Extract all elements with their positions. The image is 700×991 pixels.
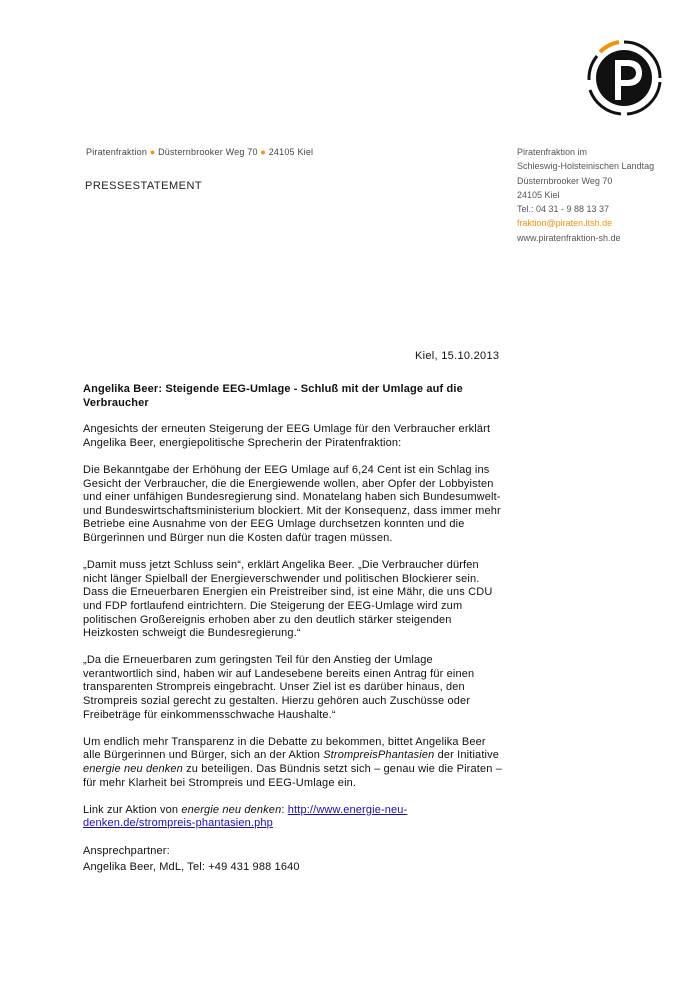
address-block [517, 145, 654, 245]
email-link[interactable]: fraktion@piraten.ltsh.de [517, 218, 613, 229]
sender-street: Düsternbrooker Weg 70 [158, 147, 258, 157]
sender-city: 24105 Kiel [268, 147, 314, 157]
pirate-party-logo [585, 36, 663, 120]
paragraph: „Damit muss jetzt Schluss sein“, erklärt Angelika Beer. „Die Verbraucher dürfen nicht länger Spielball der Energieverschwender und politischen Blockierer sein. Dass die Erneuerbaren Energien ein Preistreiber sind, ist eine Mähr, die uns CDU und FDP fortlaufend eintrichtern. Die Steigerung der EEG-Umlage wird zum politischen Großereignis erhoben aber zu den deutlich stärker steigenden Heizkosten schweigt die Bundesregierung.“ [83, 559, 493, 640]
emphasis: energie neu denken [83, 763, 183, 776]
paragraph [83, 736, 503, 790]
action-url-link[interactable]: http://www.energie-neu-denken.de/strompreis-phantasien.php [83, 803, 408, 830]
contact-label: Ansprechpartner: [83, 844, 170, 857]
article-body [83, 383, 503, 875]
website-link[interactable]: www.piratenfraktion-sh.de [517, 232, 621, 243]
address-line: Schleswig-Holsteinischen Landtag [517, 161, 655, 172]
text-span: Um endlich mehr Transparenz in die Debatte zu bekommen, bittet Angelika Beer alle Bürgerinnen und Bürger, sich an der Aktion [83, 735, 486, 762]
action-link-paragraph [83, 804, 503, 831]
sender-return-address [86, 147, 313, 157]
text-span: Link zur Aktion von [83, 803, 182, 816]
article-headline: Angelika Beer: Steigende EEG-Umlage - Schluß mit der Umlage auf die Verbraucher [83, 383, 463, 409]
emphasis: energie neu denken [181, 803, 282, 816]
sender-org: Piratenfraktion [86, 147, 148, 157]
address-line: 24105 Kiel [517, 189, 560, 200]
contact-person: Angelika Beer, MdL, Tel: +49 431 988 1640 [83, 861, 300, 874]
separator-dot-icon: ● [149, 147, 156, 157]
paragraph: Die Bekanntgabe der Erhöhung der EEG Umlage auf 6,24 Cent ist ein Schlag ins Gesicht der Verbraucher, die die Energiewende wollen, aber Opfer der Lobbyisten und einer unfähigen Bundesregierung sind. Monatelang haben sich Bundesumwelt- und Bundeswirtschaftsministerium blockiert. Mit der Konsequenz, dass immer mehr Betriebe eine Ausnahme von der EEG Umlage durchsetzen konnten und die Bürgerinnen und Bürger nun die Kosten dafür tragen müssen. [83, 463, 501, 544]
paragraph: „Da die Erneuerbaren zum geringsten Teil für den Anstieg der Umlage verantwortlich sind, haben wir auf Landesebene bereits einen Antrag für einen transparenten Strompreis eingebracht. Unser Ziel ist es darüber hinaus, den Strompreis sozial gerecht zu gestalten. Hierzu gehören auch Zuschüsse oder Freibeträge für einkommensschwache Haushalte.“ [83, 654, 475, 721]
separator-dot-icon: ● [260, 147, 267, 157]
text-span: der Initiative [434, 749, 500, 762]
text-span: zu beteiligen. Das Bündnis setzt sich – genau wie die Piraten – für mehr Klarheit bei Strompreis und EEG-Umlage ein. [83, 763, 502, 789]
emphasis: StrompreisPhantasien [323, 749, 435, 762]
document-type: PRESSESTATEMENT [85, 180, 203, 192]
text-span: : [281, 803, 288, 816]
address-line: Piratenfraktion im [517, 147, 588, 157]
address-line: Düsternbrooker Weg 70 [517, 175, 613, 186]
paragraph: Angesichts der erneuten Steigerung der EEG Umlage für den Verbraucher erklärt Angelika Beer, energiepolitische Sprecherin der Piratenfraktion: [83, 423, 491, 449]
document-date: Kiel, 15.10.2013 [415, 350, 500, 362]
phone-number: Tel.: 04 31 - 9 88 13 37 [517, 204, 610, 215]
